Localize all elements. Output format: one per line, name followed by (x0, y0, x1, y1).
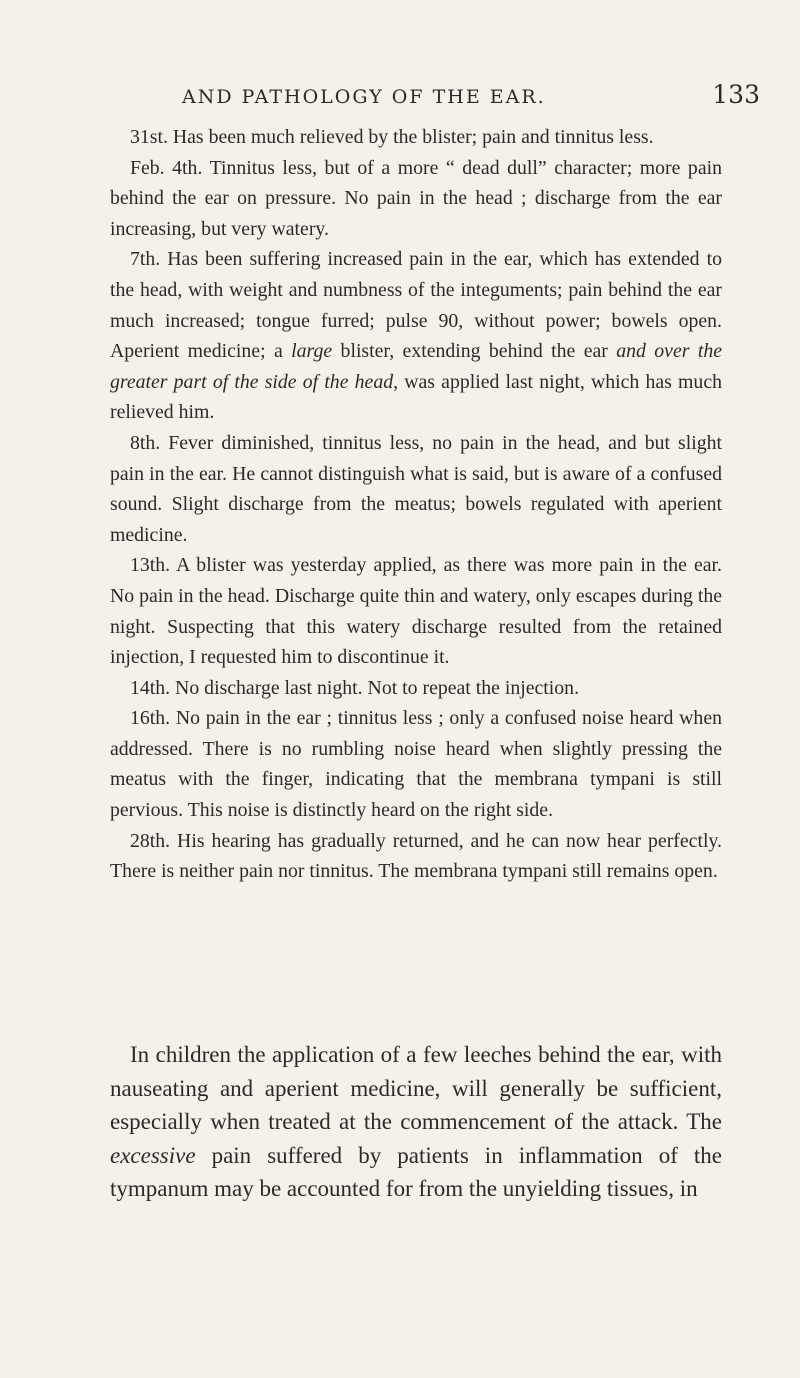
running-title: AND PATHOLOGY OF THE EAR. (182, 86, 546, 108)
body-text (110, 1038, 722, 1206)
note-paragraph: 31st. Has been much relieved by the blister; pain and tinnitus less. (130, 126, 654, 148)
note-paragraph: 8th. Fever diminished, tinnitus less, no pain in the head, and but slight pain in the ear. He cannot distinguish what is said, but is aware of a confused sound. Slight discharge from the meatus; bowels regulated with aperient medicine. (110, 431, 722, 546)
note-paragraph: Feb. 4th. Tinnitus less, but of a more “ dead dull” character; more pain behind the ear on pressure. No pain in the head ; discharge from the ear increasing, but very watery. (110, 156, 722, 240)
body-paragraph: In children the application of a few leeches behind the ear, with nauseating and aperient medicine, will generally be sufficient, especially when treated at the commencement of the attack. The excessive pain suffered by patients in inflammation of the tympanum may be accounted for from the unyielding tissues, in (110, 1042, 722, 1202)
note-paragraph: 16th. No pain in the ear ; tinnitus less ; only a confused noise heard when addressed. There is no rumbling noise heard when slightly pressing the meatus with the finger, indicating that the membrana tympani is still pervious. This noise is distinctly heard on the right side. (110, 707, 722, 822)
note-paragraph: 13th. A blister was yesterday applied, as there was more pain in the ear. No pain in the head. Discharge quite thin and watery, only escapes during the night. Suspecting that this watery discharge resulted from the retained injection, I requested him to discontinue it. (110, 554, 722, 669)
note-paragraph: 14th. No discharge last night. Not to repeat the injection. (130, 676, 580, 699)
note-paragraph: 28th. His hearing has gradually returned, and he can now hear perfectly. There is neither pain nor tinnitus. The membrana tympani still remains open. (110, 829, 722, 883)
case-notes (110, 122, 722, 887)
note-paragraph: 7th. Has been suffering increased pain in the ear, which has extended to the head, with weight and numbness of the integuments; pain behind the ear much increased; tongue furred; pulse 90, without power; bowels open. Aperient medicine; a large blister, extending behind the ear and over the greater part of the side of the head, was applied last night, which has much relieved him. (110, 248, 722, 424)
page-number: 133 (712, 80, 760, 109)
